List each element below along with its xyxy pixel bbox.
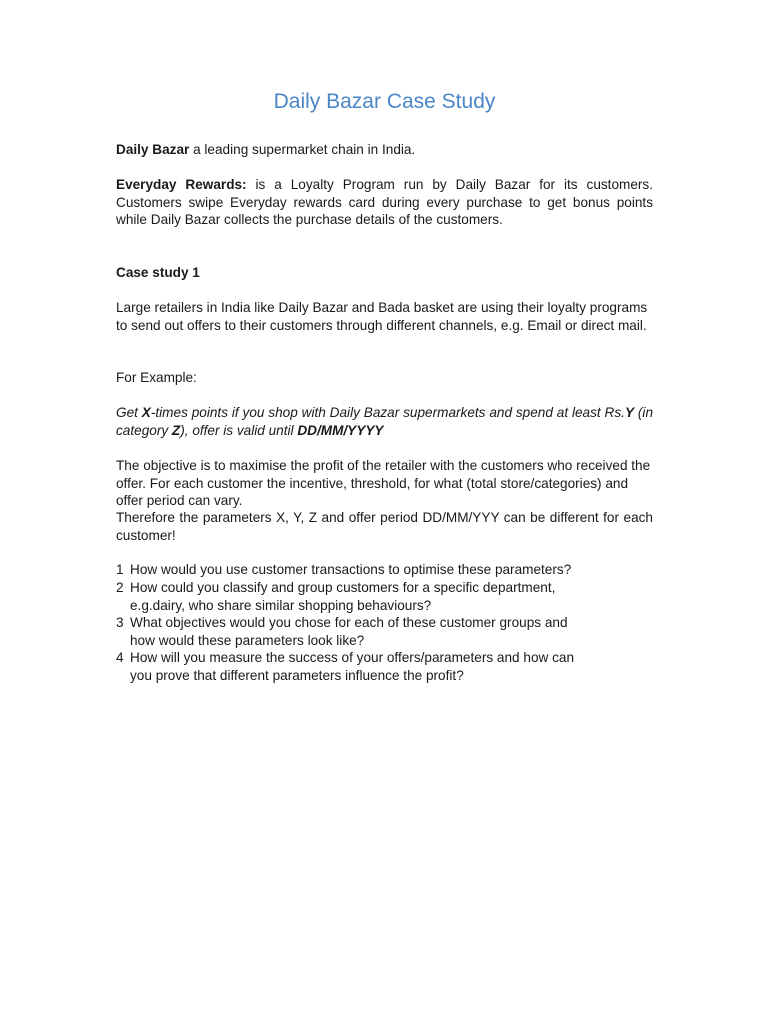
objective-paragraph-1: The objective is to maximise the profit of the retailer with the customers who received the offer. For each customer the incentive, threshold, for what (total store/categories) and offer period can vary. <box>116 458 651 509</box>
objective-paragraph-2: Therefore the parameters X, Y, Z and offer period DD/MM/YYY can be different for each customer! <box>116 510 653 543</box>
rewards-label: Everyday Rewards: <box>116 177 247 192</box>
page-title: Daily Bazar Case Study <box>273 90 496 113</box>
question-4-text: How will you measure the success of your offers/parameters and how can <box>130 650 575 665</box>
example-x: X <box>141 405 151 420</box>
question-2 <box>116 579 653 614</box>
question-3-text: What objectives would you chose for each of these customer groups and <box>130 615 568 630</box>
question-2-number: 2 <box>116 580 124 595</box>
example-label: For Example: <box>116 370 197 385</box>
rewards-text: is a Loyalty Program run by Daily Bazar for its customers. Customers swipe Everyday rewards card during every purchase to get bonus points while Daily Bazar collects the purchase details of the customers. <box>116 177 654 228</box>
example-date: DD/MM/YYYY <box>297 422 384 438</box>
question-1 <box>116 561 653 579</box>
case-heading: Case study 1 <box>116 265 200 280</box>
intro-paragraph <box>116 141 653 159</box>
example-part-3: (in category <box>116 405 654 438</box>
question-4 <box>116 649 653 684</box>
intro-brand: Daily Bazar <box>116 142 190 157</box>
case-paragraph: Large retailers in India like Daily Bazar and Bada basket are using their loyalty programs to send out offers to their customers through different channels, e.g. Email or direct mail. <box>116 300 648 333</box>
question-2-continuation: e.g.dairy, who share similar shopping behaviours? <box>130 597 432 613</box>
question-4-continuation: you prove that different parameters influence the profit? <box>130 667 464 683</box>
example-part-2: -times points if you shop with Daily Bazar supermarkets and spend at least Rs. <box>150 405 625 420</box>
question-1-number: 1 <box>116 562 124 577</box>
example-part-1: Get <box>116 405 142 420</box>
intro-text: a leading supermarket chain in India. <box>189 142 416 157</box>
question-3-number: 3 <box>116 615 124 630</box>
question-4-number: 4 <box>116 650 124 665</box>
example-offer <box>116 404 653 439</box>
example-part-4: ), offer is valid until <box>180 422 298 438</box>
example-y: Y <box>624 405 635 420</box>
question-2-text: How could you classify and group customers for a specific department, <box>130 580 556 595</box>
example-z: Z <box>171 422 181 438</box>
question-3-continuation: how would these parameters look like? <box>130 632 365 648</box>
question-3 <box>116 614 653 649</box>
question-1-text: How would you use customer transactions to optimise these parameters? <box>130 562 572 577</box>
rewards-paragraph <box>116 176 653 229</box>
